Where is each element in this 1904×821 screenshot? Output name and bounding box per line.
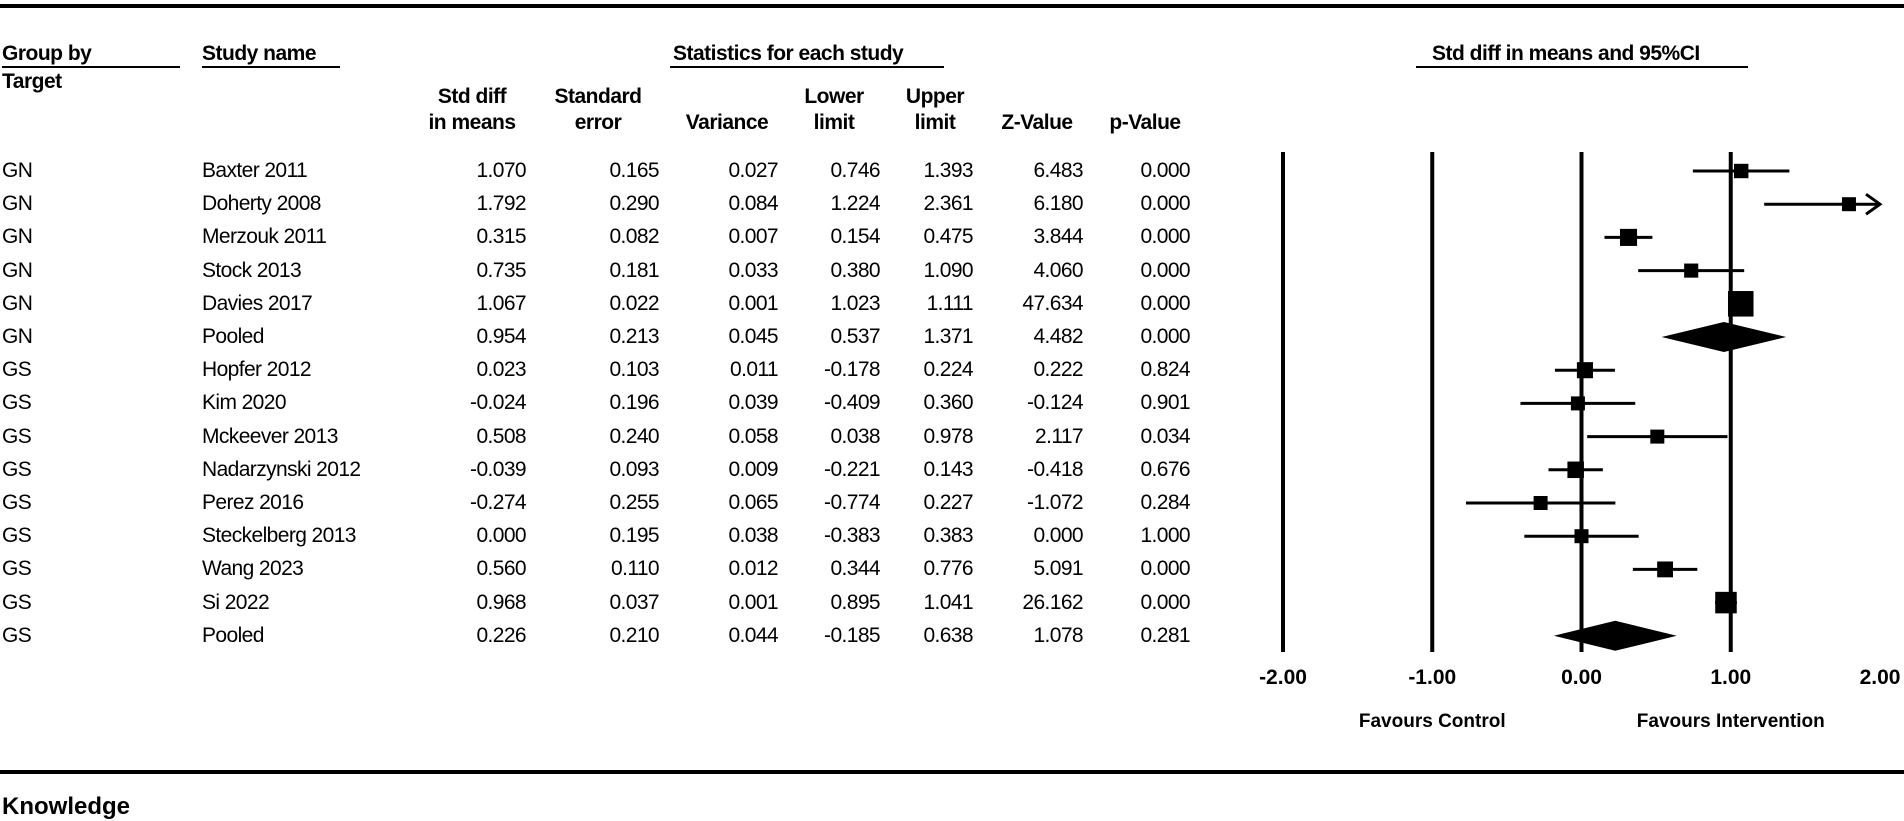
row-se: 0.240 <box>609 424 659 448</box>
row-var: 0.009 <box>728 457 778 481</box>
row-study-name: Pooled <box>202 623 264 647</box>
row-se: 0.290 <box>609 192 659 216</box>
row-z: 0.222 <box>1033 358 1083 382</box>
row-var: 0.038 <box>728 524 778 548</box>
row-smd: 1.067 <box>476 291 526 315</box>
row-group: GN <box>2 159 33 182</box>
row-study-name: Doherty 2008 <box>202 192 321 216</box>
row-smd: 0.968 <box>476 590 526 614</box>
statistics-header: Statistics for each study <box>673 42 904 65</box>
row-smd: 0.735 <box>476 258 526 282</box>
row-se: 0.103 <box>609 358 659 382</box>
study-point-marker <box>1577 362 1593 378</box>
row-var: 0.012 <box>728 557 778 581</box>
row-smd: -0.039 <box>470 457 526 481</box>
column-header-line1: Standard <box>554 85 642 108</box>
row-p: 0.000 <box>1140 291 1190 315</box>
row-upper: 0.227 <box>923 491 973 514</box>
row-group: GS <box>2 524 32 548</box>
row-lower: -0.185 <box>824 623 880 647</box>
row-se: 0.196 <box>609 391 659 415</box>
study-point-marker <box>1650 430 1664 444</box>
row-upper: 0.360 <box>923 391 973 415</box>
row-lower: -0.178 <box>824 358 880 382</box>
study-point-marker <box>1657 561 1673 577</box>
study-point-marker <box>1571 396 1585 410</box>
row-se: 0.181 <box>609 258 659 282</box>
column-header-line2: p-Value <box>1109 111 1181 134</box>
plot-title: Std diff in means and 95%CI <box>1432 42 1700 65</box>
row-z: -0.418 <box>1027 457 1083 481</box>
study-name-header: Study name <box>202 42 317 65</box>
study-point-marker <box>1842 197 1856 211</box>
row-se: 0.082 <box>609 225 659 249</box>
section-footer-label: Knowledge <box>2 793 131 820</box>
row-z: 47.634 <box>1022 291 1083 315</box>
row-smd: 0.508 <box>476 424 526 448</box>
x-tick-label: 0.00 <box>1561 666 1602 689</box>
study-point-marker <box>1734 164 1748 178</box>
column-header-line2: Z-Value <box>1001 111 1073 134</box>
row-lower: 0.154 <box>830 225 880 249</box>
row-var: 0.001 <box>728 590 778 614</box>
row-upper: 1.393 <box>923 159 973 182</box>
column-header-line1: Upper <box>905 85 965 108</box>
row-study-name: Perez 2016 <box>202 491 304 514</box>
column-header-line2: Variance <box>685 111 769 134</box>
row-upper: 1.090 <box>923 258 973 282</box>
column-header-line2: limit <box>813 111 855 134</box>
study-point-marker <box>1684 264 1698 278</box>
row-upper: 1.371 <box>923 325 973 348</box>
row-var: 0.007 <box>728 225 778 249</box>
row-p: 0.000 <box>1140 325 1190 348</box>
x-tick-label: -1.00 <box>1408 666 1457 689</box>
row-upper: 0.143 <box>923 457 973 481</box>
row-smd: 0.560 <box>476 557 526 581</box>
row-upper: 0.224 <box>923 358 973 382</box>
pooled-diamond <box>1662 322 1786 352</box>
row-lower: 1.023 <box>830 291 880 315</box>
row-lower: -0.221 <box>824 457 880 481</box>
row-group: GN <box>2 225 33 249</box>
row-se: 0.213 <box>609 325 659 348</box>
row-p: 0.000 <box>1140 225 1190 249</box>
row-study-name: Si 2022 <box>202 590 270 614</box>
row-group: GS <box>2 391 32 415</box>
row-upper: 1.041 <box>923 590 973 614</box>
row-var: 0.045 <box>728 325 778 348</box>
target-header: Target <box>2 70 62 93</box>
row-var: 0.039 <box>728 391 778 415</box>
row-z: 2.117 <box>1035 424 1083 448</box>
study-point-marker <box>1620 229 1637 246</box>
row-se: 0.022 <box>609 291 659 315</box>
row-lower: 0.746 <box>830 159 880 182</box>
row-p: 0.000 <box>1140 159 1190 182</box>
row-group: GN <box>2 325 33 348</box>
row-smd: -0.274 <box>470 491 526 514</box>
row-study-name: Baxter 2011 <box>202 159 308 182</box>
row-var: 0.044 <box>728 623 778 647</box>
row-study-name: Mckeever 2013 <box>202 424 338 448</box>
row-group: GN <box>2 192 33 216</box>
row-study-name: Davies 2017 <box>202 291 313 315</box>
row-var: 0.084 <box>728 192 778 216</box>
row-z: 5.091 <box>1033 557 1083 581</box>
row-group: GS <box>2 590 32 614</box>
row-var: 0.027 <box>728 159 778 182</box>
row-upper: 0.638 <box>923 623 973 647</box>
row-var: 0.011 <box>730 358 778 382</box>
x-tick-label: 1.00 <box>1710 666 1752 689</box>
row-p: 1.000 <box>1140 524 1190 548</box>
row-se: 0.255 <box>609 491 659 514</box>
row-group: GS <box>2 424 32 448</box>
row-z: 3.844 <box>1033 225 1083 249</box>
row-smd: 0.000 <box>476 524 526 548</box>
row-var: 0.033 <box>728 258 778 282</box>
row-upper: 0.475 <box>923 225 973 249</box>
column-header-line2: in means <box>428 111 516 134</box>
bottom-rule <box>0 770 1904 774</box>
group-by-header: Group by <box>2 42 92 65</box>
row-smd: 1.070 <box>476 159 526 182</box>
row-study-name: Hopfer 2012 <box>202 358 311 382</box>
row-study-name: Merzouk 2011 <box>202 225 327 249</box>
row-se: 0.210 <box>609 623 659 647</box>
row-p: 0.676 <box>1140 457 1190 481</box>
column-header-line2: error <box>574 111 622 134</box>
row-smd: -0.024 <box>470 391 526 415</box>
row-group: GS <box>2 358 32 382</box>
row-study-name: Nadarzynski 2012 <box>202 457 361 481</box>
row-var: 0.001 <box>728 291 778 315</box>
row-z: 4.482 <box>1033 325 1083 348</box>
column-header-line1: Lower <box>804 85 864 108</box>
row-se: 0.093 <box>609 457 659 481</box>
row-group: GS <box>2 491 32 514</box>
row-z: 1.078 <box>1033 623 1083 647</box>
row-lower: -0.409 <box>824 391 880 415</box>
row-smd: 0.023 <box>476 358 526 382</box>
row-study-name: Stock 2013 <box>202 258 302 282</box>
row-study-name: Pooled <box>202 325 264 348</box>
row-upper: 1.111 <box>926 291 973 315</box>
row-lower: 0.380 <box>830 258 880 282</box>
row-smd: 0.315 <box>476 225 526 249</box>
row-study-name: Steckelberg 2013 <box>202 524 356 548</box>
row-lower: 0.895 <box>830 590 880 614</box>
row-p: 0.281 <box>1140 623 1190 647</box>
row-upper: 0.383 <box>923 524 973 548</box>
row-lower: 1.224 <box>830 192 880 216</box>
row-p: 0.000 <box>1140 557 1190 581</box>
favours-intervention-label: Favours Intervention <box>1636 711 1825 732</box>
row-se: 0.195 <box>609 524 659 548</box>
row-group: GS <box>2 623 32 647</box>
row-lower: 0.344 <box>830 557 880 581</box>
row-se: 0.165 <box>609 159 659 182</box>
study-point-marker <box>1534 496 1548 510</box>
row-z: 6.180 <box>1033 192 1083 216</box>
row-lower: -0.774 <box>824 491 880 514</box>
row-var: 0.065 <box>728 491 778 514</box>
row-upper: 2.361 <box>923 192 973 216</box>
row-p: 0.000 <box>1140 590 1190 614</box>
row-study-name: Wang 2023 <box>202 557 304 581</box>
row-lower: 0.038 <box>830 424 880 448</box>
row-smd: 0.226 <box>476 623 526 647</box>
x-tick-label: 2.00 <box>1859 666 1901 689</box>
study-point-marker <box>1575 529 1589 543</box>
row-group: GN <box>2 291 33 315</box>
row-z: 26.162 <box>1022 590 1083 614</box>
row-group: GN <box>2 258 33 282</box>
row-se: 0.110 <box>611 557 659 581</box>
row-z: 4.060 <box>1033 258 1083 282</box>
row-z: 0.000 <box>1033 524 1083 548</box>
column-header-line2: limit <box>914 111 956 134</box>
study-point-marker <box>1567 462 1584 479</box>
row-z: -0.124 <box>1027 391 1083 415</box>
x-tick-label: -2.00 <box>1259 666 1307 689</box>
row-upper: 0.978 <box>923 424 973 448</box>
row-smd: 0.954 <box>476 325 526 348</box>
row-group: GS <box>2 557 32 581</box>
row-se: 0.037 <box>609 590 659 614</box>
row-p: 0.901 <box>1140 391 1190 415</box>
row-p: 0.000 <box>1140 192 1190 216</box>
row-smd: 1.792 <box>476 192 526 216</box>
row-p: 0.824 <box>1140 358 1190 382</box>
column-header-line1: Std diff <box>437 85 507 108</box>
row-study-name: Kim 2020 <box>202 391 286 415</box>
row-p: 0.284 <box>1140 491 1190 514</box>
row-p: 0.034 <box>1140 424 1190 448</box>
row-p: 0.000 <box>1140 258 1190 282</box>
row-z: 6.483 <box>1033 159 1083 182</box>
study-point-marker <box>1728 291 1754 317</box>
favours-control-label: Favours Control <box>1358 711 1506 732</box>
row-group: GS <box>2 457 32 481</box>
row-var: 0.058 <box>728 424 778 448</box>
row-upper: 0.776 <box>923 557 973 581</box>
pooled-diamond <box>1554 621 1677 651</box>
row-lower: -0.383 <box>824 524 880 548</box>
row-lower: 0.537 <box>830 325 880 348</box>
row-z: -1.072 <box>1027 491 1083 514</box>
study-point-marker <box>1715 592 1737 614</box>
